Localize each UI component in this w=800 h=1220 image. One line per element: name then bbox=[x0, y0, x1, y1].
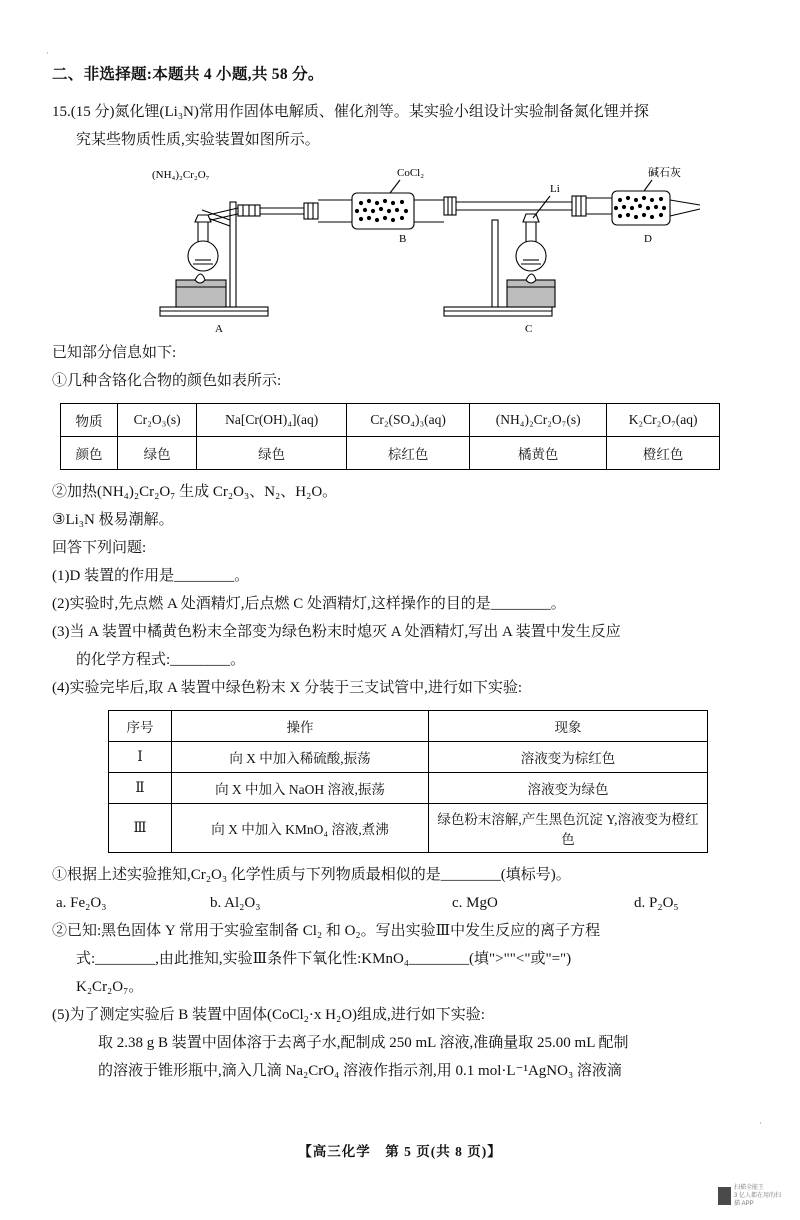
table-header-operation: 操作 bbox=[172, 711, 429, 742]
sub-question-5-line1: (5)为了测定实验后 B 装置中固体(CoCl₂·x H₂O)组成,进行如下实验: bbox=[52, 1007, 485, 1023]
table-cell-color-0: 绿色 bbox=[118, 437, 197, 470]
table-cell-operation-2: 向 X 中加入 KMnO₄ 溶液,煮沸 bbox=[172, 804, 429, 853]
apparatus-figure bbox=[52, 160, 752, 335]
table-header-phenomenon: 现象 bbox=[429, 711, 708, 742]
crop-mark-bottom-right: · bbox=[759, 1118, 762, 1128]
sub-question-4-2-line1: ②已知:黑色固体 Y 常用于实验室制备 Cl₂ 和 O₂。写出实验Ⅲ中发生反应的离子方程 bbox=[52, 923, 601, 939]
table-cell-operation-0: 向 X 中加入稀硫酸,振荡 bbox=[172, 742, 429, 773]
table-cell-color-1: 绿色 bbox=[197, 437, 347, 470]
table-cell-phenomenon-0: 溶液变为棕红色 bbox=[429, 742, 708, 773]
known-item-1: ①几种含铬化合物的颜色如表所示: bbox=[52, 373, 282, 389]
table-row bbox=[61, 404, 720, 437]
table-cell-index-1: Ⅱ bbox=[109, 773, 172, 804]
table-cell-color-4: 橙红色 bbox=[607, 437, 720, 470]
figure-label-b: B bbox=[399, 233, 407, 245]
known-item-2: ②加热(NH₄)₂Cr₂O₇ 生成 Cr₂O₃、N₂、H₂O。 bbox=[52, 484, 338, 500]
table-cell-substance-0: Cr₂O₃(s) bbox=[118, 404, 197, 437]
sub-question-3-line2: 的化学方程式:________。 bbox=[76, 652, 246, 668]
figure-label-c: C bbox=[525, 323, 533, 335]
figure-label-d: D bbox=[644, 233, 652, 245]
table-cell-operation-1: 向 X 中加入 NaOH 溶液,振荡 bbox=[172, 773, 429, 804]
figure-label-li: Li bbox=[550, 183, 560, 195]
sub-question-4: (4)实验完毕后,取 A 装置中绿色粉末 X 分装于三支试管中,进行如下实验: bbox=[52, 680, 522, 696]
section-heading: 二、非选择题:本题共 4 小题,共 58 分。 bbox=[52, 66, 324, 83]
figure-label-reagent: (NH₄)₂Cr₂O₇ bbox=[152, 169, 210, 181]
chromium-color-table bbox=[60, 403, 720, 470]
table-header-index: 序号 bbox=[109, 711, 172, 742]
option-b: b. Al₂O₃ bbox=[210, 895, 261, 911]
sub-question-5-line2: 取 2.38 g B 装置中固体溶于去离子水,配制成 250 mL 溶液,准确量取 25.00 mL 配制 bbox=[98, 1035, 629, 1051]
table-cell-substance-4: K₂Cr₂O₇(aq) bbox=[607, 404, 720, 437]
answer-prompt: 回答下列问题: bbox=[52, 540, 147, 556]
option-a: a. Fe₂O₃ bbox=[56, 895, 107, 911]
known-item-3: ③Li₃N 极易潮解。 bbox=[52, 512, 174, 528]
table-cell-color-2: 棕红色 bbox=[347, 437, 470, 470]
table-cell-substance-2: Cr₂(SO₄)₃(aq) bbox=[347, 404, 470, 437]
known-title: 已知部分信息如下: bbox=[52, 345, 177, 361]
table-header-row bbox=[109, 711, 708, 742]
table-row bbox=[61, 437, 720, 470]
table-cell-index-2: Ⅲ bbox=[109, 804, 172, 853]
option-list bbox=[52, 889, 752, 917]
table-row bbox=[109, 742, 708, 773]
watermark-logo-icon bbox=[718, 1187, 731, 1205]
watermark-line1: 扫描全能王 bbox=[733, 1185, 764, 1191]
option-d: d. P₂O₅ bbox=[634, 895, 679, 911]
table-cell-substance-3: (NH₄)₂Cr₂O₇(s) bbox=[470, 404, 607, 437]
figure-label-sodalime: 碱石灰 bbox=[648, 167, 681, 179]
table-cell-color-3: 橘黄色 bbox=[470, 437, 607, 470]
sub-question-4-1: ①根据上述实验推知,Cr₂O₃ 化学性质与下列物质最相似的是________(填标号)。 bbox=[52, 867, 571, 883]
sub-question-5-line3: 的溶液于锥形瓶中,滴入几滴 Na₂CrO₄ 溶液作指示剂,用 0.1 mol·L⁻¹AgNO₃ 溶液滴 bbox=[98, 1063, 622, 1079]
table-row bbox=[109, 773, 708, 804]
table-cell-substance-1: Na[Cr(OH)₄](aq) bbox=[197, 404, 347, 437]
question-15-line2: 究某些物质性质,实验装置如图所示。 bbox=[76, 132, 320, 148]
sub-question-4-2-line2: 式:________,由此推知,实验Ⅲ条件下氧化性:KMnO₄________(填">""<"或"=") bbox=[76, 951, 572, 967]
figure-label-cocl2: CoCl₂ bbox=[397, 167, 425, 179]
crop-mark-top-left: · bbox=[46, 48, 49, 58]
table-row bbox=[109, 804, 708, 853]
experiment-observation-table bbox=[108, 710, 708, 853]
sub-question-2: (2)实验时,先点燃 A 处酒精灯,后点燃 C 处酒精灯,这样操作的目的是________。 bbox=[52, 596, 566, 612]
sub-question-1: (1)D 装置的作用是________。 bbox=[52, 568, 250, 584]
page-footer: 【高三化学 第 5 页(共 8 页)】 bbox=[298, 1144, 502, 1159]
scanner-watermark bbox=[718, 1186, 782, 1206]
table-cell-phenomenon-1: 溶液变为绿色 bbox=[429, 773, 708, 804]
table-row-header-color: 颜色 bbox=[61, 437, 118, 470]
sub-question-4-2-line3: K₂Cr₂O₇。 bbox=[76, 979, 144, 995]
question-15-line1: 15.(15 分)氮化锂(Li₃N)常用作固体电解质、催化剂等。某实验小组设计实验制备氮化锂并探 bbox=[52, 104, 649, 120]
table-row-header-substance: 物质 bbox=[61, 404, 118, 437]
watermark-line2: 3 亿人都在用的扫描 APP bbox=[733, 1193, 781, 1207]
figure-label-a: A bbox=[215, 323, 223, 335]
table-cell-index-0: Ⅰ bbox=[109, 742, 172, 773]
page-content bbox=[52, 62, 752, 1085]
sub-question-3-line1: (3)当 A 装置中橘黄色粉末全部变为绿色粉末时熄灭 A 处酒精灯,写出 A 装置中发生反应 bbox=[52, 624, 621, 640]
option-c: c. MgO bbox=[452, 895, 498, 911]
table-cell-phenomenon-2: 绿色粉末溶解,产生黑色沉淀 Y,溶液变为橙红色 bbox=[429, 804, 708, 853]
